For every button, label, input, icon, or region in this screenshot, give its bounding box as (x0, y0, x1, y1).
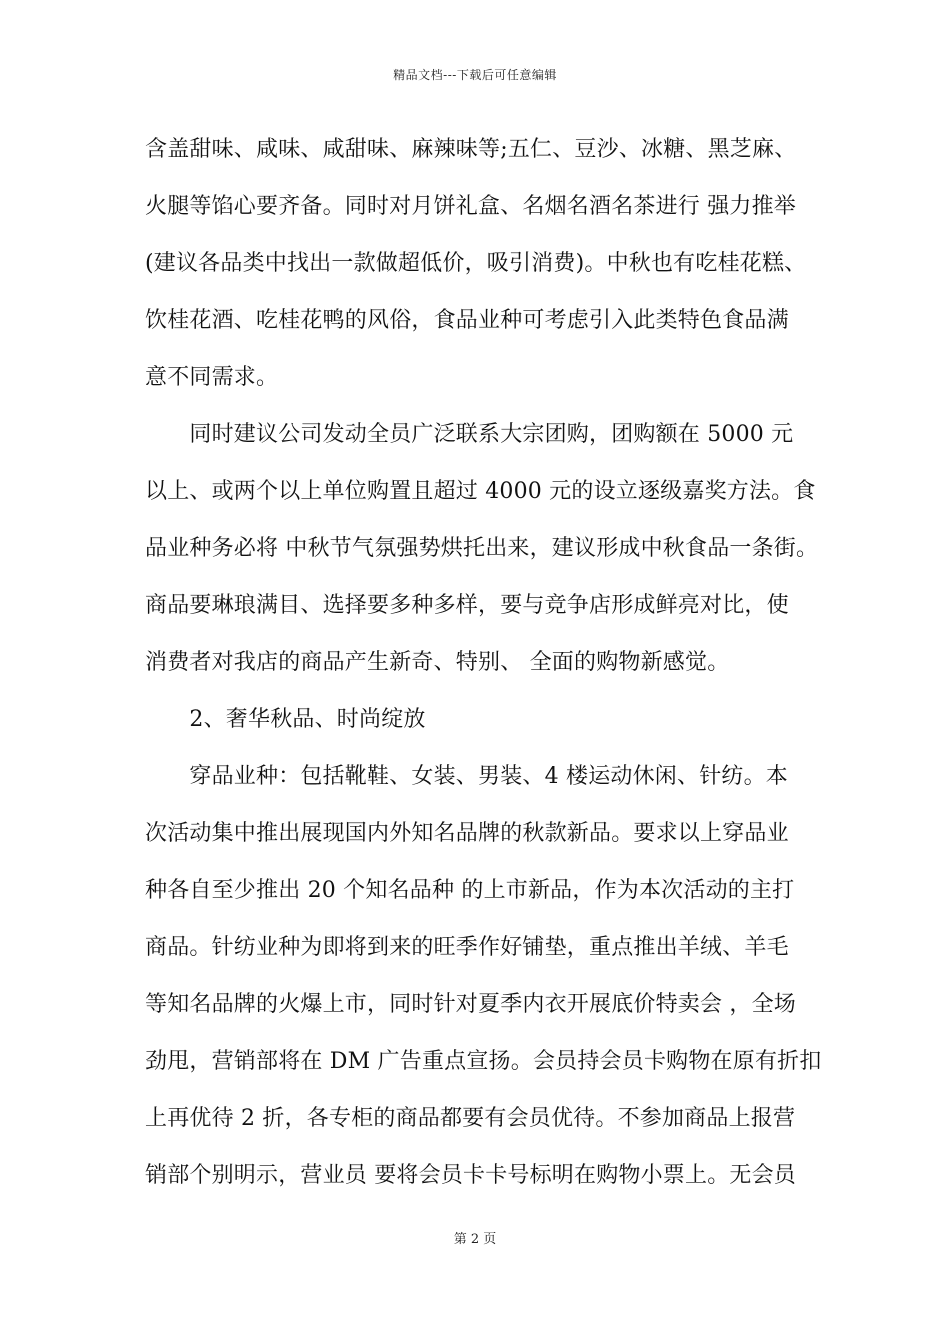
text-line: 商品要琳琅满目、选择要多种多样，要与竞争店形成鲜亮对比，使 (145, 593, 789, 618)
text-line: (建议各品类中找出一款做超低价，吸引消费)。中秋也有吃桂花糕、 (145, 251, 807, 276)
text-line: 种各自至少推出 20 个知名品种 的上市新品，作为本次活动的主打 (145, 878, 795, 903)
text-line: 以上、或两个以上单位购置且超过 4000 元的设立逐级嘉奖方法。食 (145, 479, 816, 504)
text-line: 劲甩，营销部将在 DM 广告重点宣扬。会员持会员卡购物在原有折扣 (145, 1049, 822, 1074)
text-line: 同时建议公司发动全员广泛联系大宗团购，团购额在 5000 元 (145, 422, 794, 447)
text-line: 消费者对我店的商品产生新奇、特别、 全面的购物新感觉。 (145, 650, 730, 675)
page-header: 精品文档---下载后可任意编辑 (393, 68, 557, 82)
text-line: 商品。针纺业种为即将到来的旺季作好铺垫，重点推出羊绒、羊毛 (145, 935, 789, 960)
text-line: 含盖甜味、咸味、咸甜味、麻辣味等;五仁、豆沙、冰糖、黑芝麻、 (145, 137, 797, 162)
text-line: 品业种务必将 中秋节气氛强势烘托出来，建议形成中秋食品一条街。 (145, 536, 819, 561)
text-line: 次活动集中推出展现国内外知名品牌的秋款新品。要求以上穿品业 (145, 821, 789, 846)
document-body (145, 128, 825, 1211)
section-heading: 2、奢华秋品、时尚绽放 (145, 707, 426, 732)
text-line: 意不同需求。 (145, 365, 279, 390)
text-line: 等知名品牌的火爆上市，同时针对夏季内衣开展底价特卖会 ，全场 (145, 992, 796, 1017)
text-line: 销部个别明示，营业员 要将会员卡卡号标明在购物小票上。无会员 (145, 1163, 796, 1188)
text-line: 饮桂花酒、吃桂花鸭的风俗，食品业种可考虑引入此类特色食品满 (145, 308, 789, 333)
text-line: 上再优待 2 折，各专柜的商品都要有会员优待。不参加商品上报营 (145, 1106, 796, 1131)
page-number: 第 2 页 (453, 1232, 497, 1247)
text-line: 火腿等馅心要齐备。同时对月饼礼盒、名烟名酒名茶进行 强力推举 (145, 194, 796, 219)
text-line: 穿品业种：包括靴鞋、女装、男装、4 楼运动休闲、针纺。本 (145, 764, 788, 789)
